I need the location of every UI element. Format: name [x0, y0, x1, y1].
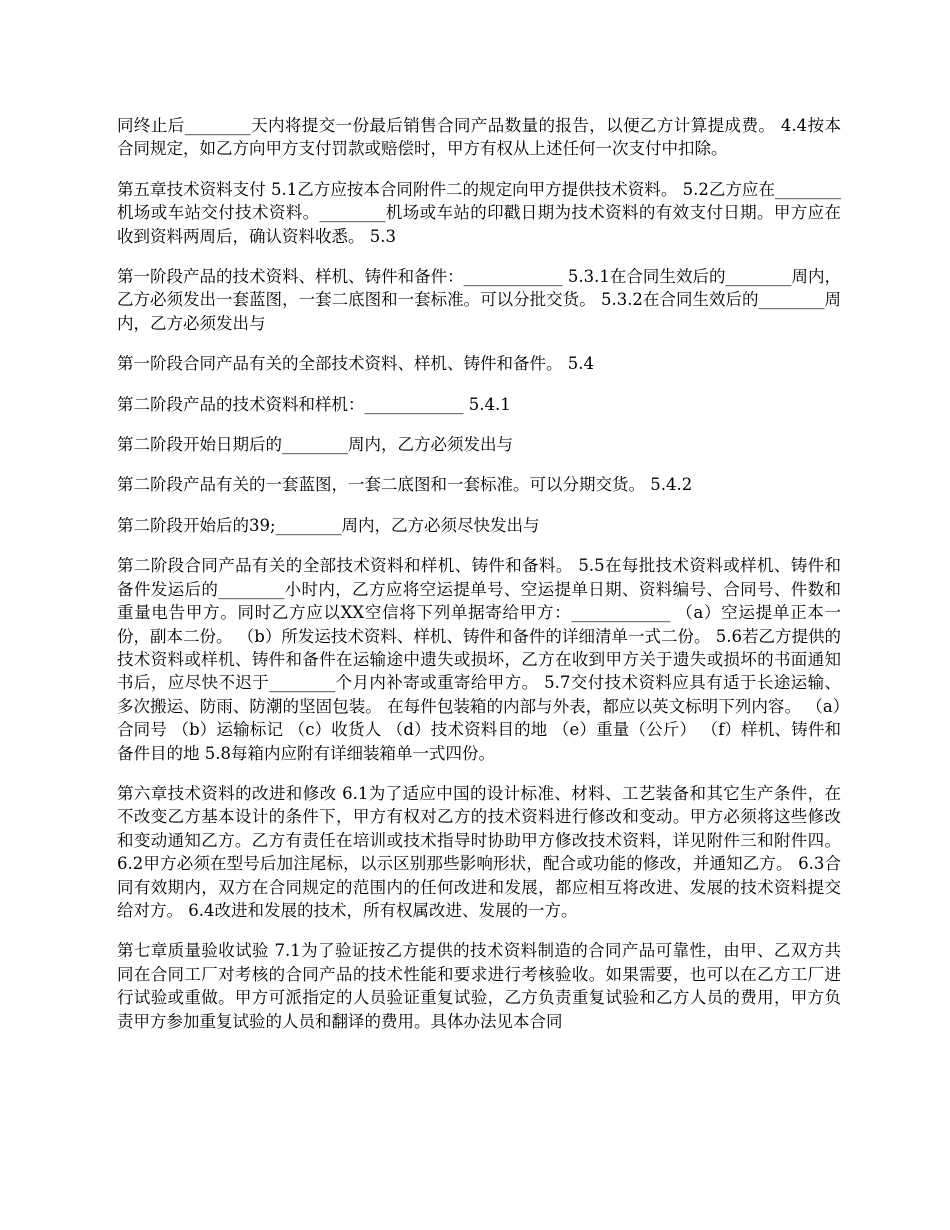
paragraph-4-4-deduction: 同终止后________天内将提交一份最后销售合同产品数量的报告，以便乙方计算提成费。 4.4按本合同规定，如乙方向甲方支付罚款或赔偿时，甲方有权从上述任何一次支付中扣除。 [117, 116, 841, 159]
paragraph-stage-2-start: 第二阶段开始后的39;________周内，乙方必须尽快发出与 [117, 515, 540, 535]
paragraph-stage-2-materials: 第二阶段产品的技术资料和样机：____________ 5.4.1 [117, 394, 511, 414]
paragraph-chapter-5-delivery: 第五章技术资料支付 5.1乙方应按本合同附件二的规定向甲方提供技术资料。 5.2乙方应在________机场或车站交付技术资料。________机场或车站的印戳日期为技术资料的有效支付日期。甲方应在收到资料两周后，确认资料收悉。 5.3 [117, 179, 841, 246]
document-body [117, 114, 847, 1050]
paragraph-stage-2-start-date: 第二阶段开始日期后的________周内，乙方必须发出与 [117, 435, 513, 455]
paragraph-chapter-7-quality: 第七章质量验收试验 7.1为了验证按乙方提供的技术资料制造的合同产品可靠性，由甲、乙双方共同在合同工厂对考核的合同产品的技术性能和要求进行考核验收。如果需要，也可以在乙方工厂进行试验或重做。甲方可派指定的人员验证重复试验，乙方负责重复试验和乙方人员的费用，甲方负责甲方参加重复试验的人员和翻译的费用。具体办法见本合同 [117, 941, 841, 1031]
paragraph-stage-1-materials: 第一阶段产品的技术资料、样机、铸件和备件：____________ 5.3.1在合同生效后的________周内，乙方必须发出一套蓝图，一套二底图和一套标准。可以分批交货。 5.3.2在合同生效后的________周内，乙方必须发出与 [117, 267, 841, 333]
paragraph-chapter-6-improvements: 第六章技术资料的改进和修改 6.1为了适应中国的设计标准、材料、工艺装备和其它生产条件，在不改变乙方基本设计的条件下，甲方有权对乙方的技术资料进行修改和变动。甲方必须将这些修改和变动通知乙方。乙方有责任在培训或技术指导时协助甲方修改技术资料，详见附件三和附件四。 6.2甲方必须在型号后加注尾标，以示区别那些影响形状，配合或功能的修改，并通知乙方。 6.3合同有效期内，双方在合同规定的范围内的任何改进和发展，都应相互将改进、发展的技术资料提交给对方。 6.4改进和发展的技术，所有权属改进、发展的一方。 [117, 783, 847, 920]
paragraph-stage-1-contract-products: 第一阶段合同产品有关的全部技术资料、样机、铸件和备件。 5.4 [117, 354, 594, 374]
paragraph-stage-2-blueprints: 第二阶段产品有关的一套蓝图，一套二底图和一套标准。可以分期交货。 5.4.2 [117, 475, 693, 495]
paragraph-stage-2-shipping: 第二阶段合同产品有关的全部技术资料和样机、铸件和备料。 5.5在每批技术资料或样机、铸件和备件发运后的________小时内，乙方应将空运提单号、空运提单日期、资料编号、合同号、件数和重量电告甲方。同时乙方应以XX空信将下列单据寄给甲方：____________ （a）空运提单正本一份，副本二份。 （b）所发运技术资料、样机、铸件和备件的详细清单一式二份。 5.6若乙方提供的技术资料或样机、铸件和备件在运输途中遗失或损坏，乙方在收到甲方关于遗失或损坏的书面通知书后，应尽快不迟于________个月内补寄或重寄给甲方。 5.7交付技术资料应具有适于长途运输、多次搬运、防雨、防潮的坚固包装。 在每件包装箱的内部与外表，都应以英文标明下列内容。 （a）合同号 （b）运输标记 （c）收货人 （d）技术资料目的地 （e）重量（公斤） （f）样机、铸件和备件目的地 5.8每箱内应附有详细装箱单一式四份。 [117, 556, 841, 763]
